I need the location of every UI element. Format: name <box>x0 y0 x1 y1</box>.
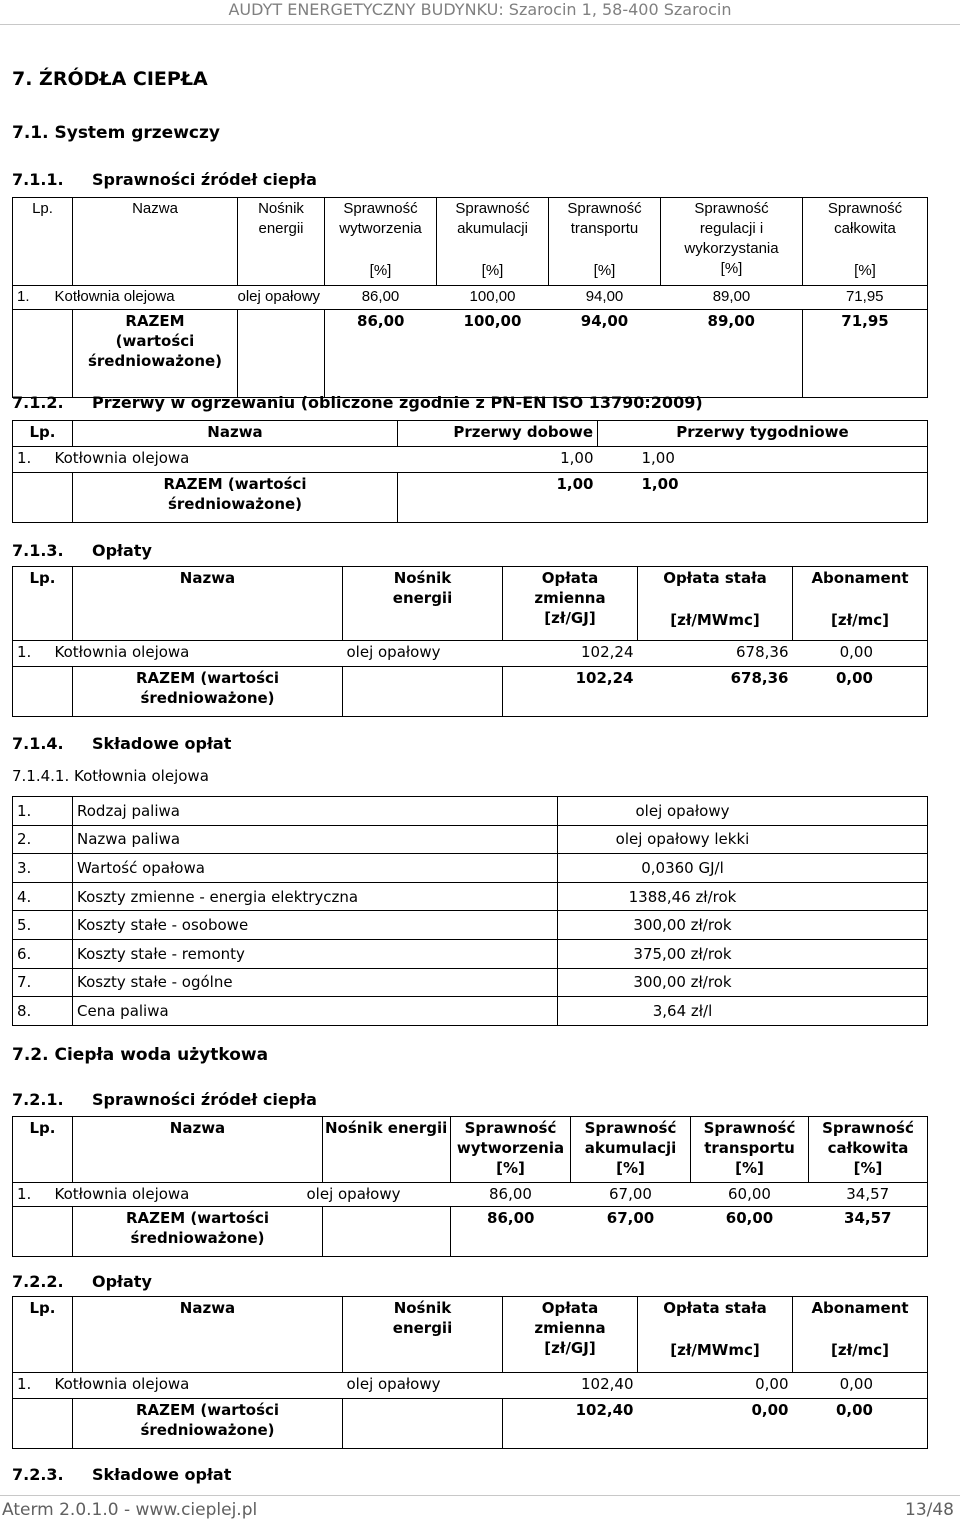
sum-value: 67,00 <box>606 1209 655 1227</box>
unit: [%] <box>369 262 392 279</box>
table-row <box>13 447 928 473</box>
cell-lp: 5. <box>17 916 32 935</box>
col-regul: Sprawność <box>694 200 769 217</box>
section-7-2-3-title: Składowe opłat <box>92 1465 232 1484</box>
cell-value: 60,00 <box>728 1185 771 1203</box>
footer-divider <box>0 1495 960 1496</box>
section-7-2-title: 7.2. Ciepła woda użytkowa <box>12 1045 269 1065</box>
cell-value: olej opałowy lekki <box>615 830 750 849</box>
sum-value: 100,00 <box>463 312 522 330</box>
cell-lp: 1. <box>17 643 32 661</box>
summary-row <box>13 310 928 398</box>
col-nazwa: Nazwa <box>169 1119 226 1137</box>
cell-value: 300,00 zł/rok <box>633 973 732 992</box>
cell-lp: 7. <box>17 973 32 992</box>
cell-name: Koszty stałe - osobowe <box>77 916 249 935</box>
sum-label-2: (wartości <box>115 332 195 350</box>
col-transp: Sprawność <box>567 200 642 217</box>
cell-nazwa: Kotłownia olejowa <box>54 643 190 661</box>
col-transp-2: transportu <box>704 1139 795 1157</box>
sum-label-2: średnioważone) <box>167 495 303 513</box>
table-row <box>13 825 928 854</box>
col-nazwa: Nazwa <box>179 1299 236 1317</box>
sum-value: 71,95 <box>841 312 889 330</box>
cell-nazwa: Kotłownia olejowa <box>54 288 175 305</box>
cell-lp: 1. <box>17 1375 32 1393</box>
section-7-1-3-num: 7.1.3. <box>12 541 64 560</box>
section-7-1-2-num: 7.1.2. <box>12 393 64 412</box>
col-calk-2: całkowita <box>834 220 896 237</box>
cell-value: olej opałowy <box>635 801 730 820</box>
cell-lp: 8. <box>17 1001 32 1020</box>
cell-value: 102,24 <box>581 643 634 661</box>
col-oplata-stala: Opłata stała <box>663 1299 767 1317</box>
col-oplata-zmienna-unit: [zł/GJ] <box>544 609 596 627</box>
dhw-fees-table <box>12 1296 928 1449</box>
sum-value: 1,00 <box>641 475 679 493</box>
sum-label-2: średnioważone) <box>140 1421 275 1439</box>
cell-value: 86,00 <box>361 288 400 305</box>
sum-value: 60,00 <box>725 1209 774 1227</box>
col-lp: Lp. <box>32 200 53 217</box>
section-7-1-1-title: Sprawności źródeł ciepła <box>92 170 317 189</box>
col-nosnik: Nośnik <box>393 569 452 587</box>
col-abonament: Abonament <box>811 1299 909 1317</box>
col-calk: Sprawność <box>827 200 903 217</box>
col-abonament: Abonament <box>811 569 909 587</box>
cell-value: 89,00 <box>712 288 751 305</box>
footer-software: Aterm 2.0.1.0 - www.cieplej.pl <box>2 1500 258 1520</box>
summary-row <box>13 473 928 523</box>
table-row <box>13 939 928 968</box>
col-regul-3: wykorzystania <box>684 240 779 257</box>
col-oplata-zmienna-2: zmienna <box>534 1319 606 1337</box>
unit: [%] <box>481 262 504 279</box>
col-abonament-unit: [zł/mc] <box>830 1341 889 1359</box>
col-nazwa: Nazwa <box>207 423 263 441</box>
dhw-efficiency-table <box>12 1116 928 1257</box>
table-row <box>13 1373 928 1399</box>
cell-value: 0,00 <box>839 643 873 661</box>
section-7-title: 7. ŹRÓDŁA CIEPŁA <box>12 68 208 90</box>
summary-row <box>13 667 928 717</box>
col-oplata-zmienna-unit: [zł/GJ] <box>544 1339 596 1357</box>
col-przerwy-dobowe: Przerwy dobowe <box>453 423 593 441</box>
col-oplata-zmienna: Opłata <box>541 569 599 587</box>
cell-value: 71,95 <box>845 288 884 305</box>
cell-name: Cena paliwa <box>77 1001 169 1020</box>
col-nazwa: Nazwa <box>179 569 236 587</box>
section-7-1-4-title: Składowe opłat <box>92 734 232 753</box>
section-7-1-3-title: Opłaty <box>92 541 152 560</box>
col-nosnik: Nośnik energii <box>325 1119 448 1137</box>
sum-label: RAZEM <box>125 312 185 330</box>
cell-value: 3,64 zł/l <box>652 1001 713 1020</box>
col-lp: Lp. <box>29 423 56 441</box>
section-7-2-2-num: 7.2.2. <box>12 1272 64 1291</box>
section-7-2-1-title: Sprawności źródeł ciepła <box>92 1090 317 1109</box>
cell-lp: 1. <box>17 801 32 820</box>
col-wytw: Sprawność <box>343 200 418 217</box>
col-akum: Sprawność <box>455 200 530 217</box>
cell-nosnik: olej opałowy <box>346 643 441 661</box>
col-nosnik-2: energii <box>258 220 304 237</box>
col-nosnik-2: energii <box>392 589 453 607</box>
sum-label: RAZEM (wartości <box>163 475 307 493</box>
table-row <box>13 882 928 911</box>
fee-components-table <box>12 796 928 1026</box>
fees-table <box>12 566 928 717</box>
table-row <box>13 968 928 997</box>
section-7-2-3-num: 7.2.3. <box>12 1465 64 1484</box>
cell-nazwa: Kotłownia olejowa <box>54 1185 190 1203</box>
sum-value: 1,00 <box>556 475 594 493</box>
unit: [%] <box>854 262 876 279</box>
cell-nosnik: olej opałowy <box>346 1375 441 1393</box>
cell-lp: 3. <box>17 858 32 877</box>
header-divider <box>0 24 960 25</box>
unit: [%] <box>853 1159 883 1177</box>
col-calk: Sprawność <box>822 1119 914 1137</box>
sum-value: 0,00 <box>835 669 873 687</box>
cell-lp: 4. <box>17 887 32 906</box>
section-7-2-1-num: 7.2.1. <box>12 1090 64 1109</box>
col-lp: Lp. <box>29 569 56 587</box>
cell-value: 1,00 <box>560 449 594 467</box>
table-row <box>13 641 928 667</box>
cell-value: 0,0360 GJ/l <box>641 858 724 877</box>
table-row <box>13 286 928 310</box>
col-oplata-zmienna: Opłata <box>541 1299 599 1317</box>
heating-efficiency-table <box>12 197 928 398</box>
sum-label: RAZEM (wartości <box>135 1401 280 1419</box>
sum-value: 94,00 <box>580 312 629 330</box>
summary-row <box>13 1207 928 1257</box>
sum-value: 678,36 <box>730 669 789 687</box>
col-przerwy-tygodniowe: Przerwy tygodniowe <box>676 423 849 441</box>
section-7-1-1-num: 7.1.1. <box>12 170 64 189</box>
cell-value: 100,00 <box>469 288 516 305</box>
cell-lp: 1. <box>17 288 30 305</box>
cell-name: Wartość opałowa <box>77 858 205 877</box>
col-calk-2: całkowita <box>827 1139 909 1157</box>
sum-value: 86,00 <box>487 1209 535 1227</box>
table-row <box>13 997 928 1026</box>
cell-lp: 2. <box>17 830 32 849</box>
unit: [%] <box>735 1159 764 1177</box>
unit: [%] <box>593 262 616 279</box>
table-row <box>13 911 928 940</box>
page-header: AUDYT ENERGETYCZNY BUDYNKU: Szarocin 1, 58-400 Szarocin <box>228 0 732 19</box>
sum-value: 0,00 <box>751 1401 789 1419</box>
col-akum-2: akumulacji <box>584 1139 677 1157</box>
cell-value: 300,00 zł/rok <box>633 916 732 935</box>
heating-breaks-table <box>12 420 928 523</box>
sum-value: 102,40 <box>575 1401 634 1419</box>
cell-name: Koszty zmienne - energia elektryczna <box>77 887 359 906</box>
cell-name: Koszty stałe - remonty <box>77 944 245 963</box>
footer-page-number: 13/48 <box>905 1500 954 1520</box>
sum-label-2: średnioważone) <box>140 689 275 707</box>
col-oplata-stala-unit: [zł/MWmc] <box>670 1341 760 1359</box>
section-7-1-4-num: 7.1.4. <box>12 734 64 753</box>
cell-lp: 1. <box>17 449 32 467</box>
col-akum: Sprawność <box>584 1119 677 1137</box>
cell-nazwa: Kotłownia olejowa <box>54 449 190 467</box>
section-7-1-4-1-title: 7.1.4.1. Kotłownia olejowa <box>12 767 209 785</box>
col-oplata-stala-unit: [zł/MWmc] <box>670 611 760 629</box>
table-row <box>13 1183 928 1207</box>
cell-value: 1,00 <box>641 449 675 467</box>
cell-nosnik: olej opałowy <box>237 288 321 305</box>
cell-name: Rodzaj paliwa <box>77 801 180 820</box>
cell-value: 0,00 <box>839 1375 873 1393</box>
cell-lp: 1. <box>17 1185 32 1203</box>
unit: [%] <box>616 1159 645 1177</box>
cell-value: 86,00 <box>489 1185 532 1203</box>
table-row <box>13 797 928 826</box>
cell-name: Nazwa paliwa <box>77 830 181 849</box>
table-row <box>13 854 928 883</box>
unit: [%] <box>496 1159 525 1177</box>
col-akum-2: akumulacji <box>457 220 528 237</box>
col-nazwa: Nazwa <box>132 200 178 217</box>
cell-value: 678,36 <box>736 643 789 661</box>
unit: [%] <box>720 260 743 277</box>
cell-value: 375,00 zł/rok <box>633 944 732 963</box>
cell-nosnik: olej opałowy <box>306 1185 401 1203</box>
section-7-1-title: 7.1. System grzewczy <box>12 123 220 143</box>
col-lp: Lp. <box>29 1119 56 1137</box>
sum-value: 86,00 <box>357 312 405 330</box>
cell-value: 94,00 <box>585 288 624 305</box>
sum-label: RAZEM (wartości <box>135 669 280 687</box>
col-nosnik-2: energii <box>392 1319 453 1337</box>
cell-nazwa: Kotłownia olejowa <box>54 1375 190 1393</box>
col-lp: Lp. <box>29 1299 56 1317</box>
summary-row <box>13 1399 928 1449</box>
col-nosnik: Nośnik <box>258 200 304 217</box>
section-7-2-2-title: Opłaty <box>92 1272 152 1291</box>
col-wytw-2: wytworzenia <box>339 220 422 237</box>
cell-value: 102,40 <box>581 1375 634 1393</box>
sum-label: RAZEM (wartości <box>125 1209 270 1227</box>
col-abonament-unit: [zł/mc] <box>830 611 889 629</box>
cell-value: 0,00 <box>755 1375 789 1393</box>
table-header <box>13 198 928 286</box>
cell-value: 67,00 <box>609 1185 652 1203</box>
sum-value: 0,00 <box>835 1401 873 1419</box>
col-wytw-2: wytworzenia <box>456 1139 565 1157</box>
sum-label-2: średnioważone) <box>130 1229 265 1247</box>
col-regul-2: regulacji i <box>699 220 764 237</box>
sum-label-3: średnioważone) <box>87 352 223 370</box>
sum-value: 89,00 <box>707 312 755 330</box>
section-7-1-2-title: Przerwy w ogrzewaniu (obliczone zgodnie z PN-EN ISO 13790:2009) <box>92 393 703 412</box>
col-wytw: Sprawność <box>464 1119 557 1137</box>
cell-name: Koszty stałe - ogólne <box>77 973 233 992</box>
col-transp-2: transportu <box>570 220 639 237</box>
cell-value: 1388,46 zł/rok <box>628 887 737 906</box>
col-nosnik: Nośnik <box>393 1299 452 1317</box>
cell-lp: 6. <box>17 944 32 963</box>
col-oplata-zmienna-2: zmienna <box>534 589 606 607</box>
sum-value: 34,57 <box>844 1209 892 1227</box>
col-oplata-stala: Opłata stała <box>663 569 767 587</box>
cell-value: 34,57 <box>846 1185 890 1203</box>
sum-value: 102,24 <box>575 669 634 687</box>
col-transp: Sprawność <box>703 1119 796 1137</box>
